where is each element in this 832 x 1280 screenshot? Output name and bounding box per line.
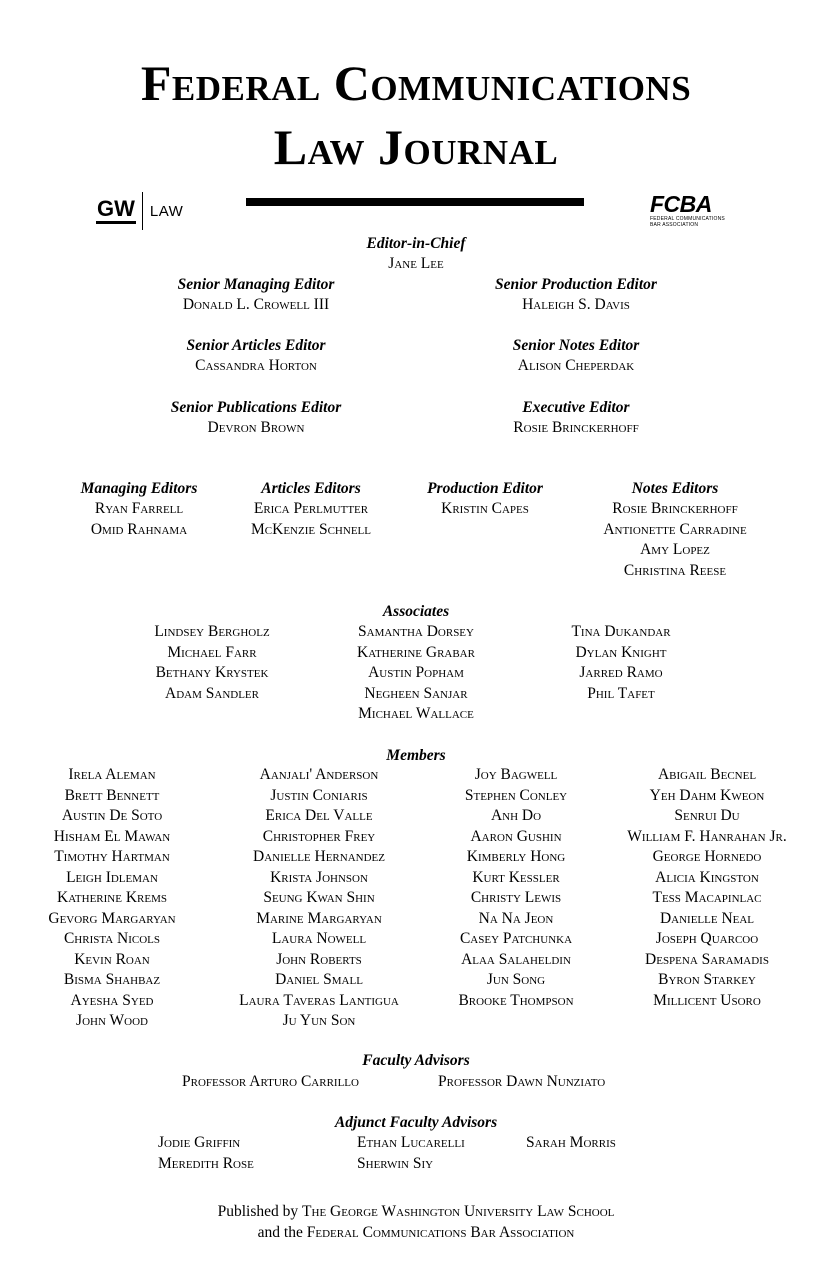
managing-editors-block [81, 479, 198, 540]
executive-editor-name: Rosie Brinckerhoff [513, 419, 639, 436]
member-name: Byron Starkey [658, 971, 756, 988]
senior-managing-editor-block [178, 275, 335, 316]
member-name: John Roberts [276, 950, 362, 968]
member-name: Kimberly Hong [466, 848, 566, 865]
associates-column-2 [357, 622, 475, 725]
members-heading: Members [386, 747, 446, 764]
associate-name: Phil Tafet [587, 684, 655, 702]
member-name: Daniel Small [275, 971, 363, 988]
production-editor-name: Kristin Capes [441, 500, 529, 517]
member-name: Kevin Roan [74, 950, 150, 968]
associates-column-1 [154, 622, 269, 704]
notes-editors-heading: Notes Editors [631, 480, 719, 497]
journal-title-line2: Law Journal [273, 119, 559, 175]
associate-name: Lindsey Bergholz [154, 623, 270, 640]
senior-articles-editor-heading: Senior Articles Editor [186, 337, 326, 354]
associate-name: Negheen Sanjar [364, 684, 468, 702]
articles-editor-name: McKenzie Schnell [251, 520, 371, 538]
editor-in-chief-name: Jane Lee [388, 255, 444, 272]
senior-publications-editor-name: Devron Brown [207, 419, 305, 436]
member-name: Anh Do [490, 807, 542, 824]
faculty-advisors-heading: Faculty Advisors [362, 1052, 470, 1069]
member-name: George Hornedo [652, 848, 762, 865]
faculty-advisor-name: Professor Arturo Carrillo [182, 1073, 359, 1090]
senior-managing-editor-name: Donald L. Crowell III [182, 296, 330, 313]
member-name: Despena Saramadis [645, 950, 769, 968]
member-name: Bisma Shahbaz [63, 971, 161, 988]
senior-notes-editor-heading: Senior Notes Editor [512, 337, 640, 354]
notes-editor-name: Christina Reese [623, 561, 727, 579]
senior-articles-editor-name: Cassandra Horton [195, 357, 317, 374]
member-name: Danielle Neal [659, 909, 755, 927]
fcba-mark: FCBA [650, 191, 712, 217]
member-name: Brooke Thompson [458, 991, 574, 1009]
member-name: Abigail Becnel [657, 766, 757, 783]
senior-production-editor-block [495, 275, 657, 316]
member-name: Seung Kwan Shin [263, 889, 375, 906]
member-name: Hisham El Mawan [53, 827, 171, 845]
member-name: Aanjali' Anderson [259, 766, 379, 783]
associate-name: Adam Sandler [165, 684, 259, 702]
member-name: Yeh Dahm Kweon [649, 786, 765, 804]
associate-name: Katherine Grabar [357, 643, 475, 661]
member-name: Laura Nowell [271, 930, 367, 947]
members-column-4 [627, 765, 786, 1011]
member-name: Leigh Idleman [66, 868, 158, 886]
production-editor-block [427, 479, 543, 520]
member-name: Gevorg Margaryan [48, 909, 176, 927]
associate-name: Dylan Knight [575, 643, 667, 661]
publisher-school: The George Washington University Law School [302, 1203, 615, 1220]
publisher-statement [0, 1201, 832, 1243]
managing-editors-heading: Managing Editors [80, 480, 198, 497]
member-name: Casey Patchunka [459, 930, 573, 947]
member-name: Laura Taveras Lantigua [239, 991, 399, 1009]
logo-divider [142, 192, 143, 230]
senior-notes-editor-name: Alison Cheperdak [517, 357, 635, 374]
member-name: Millicent Usoro [653, 991, 761, 1009]
member-name: Ju Yun Son [282, 1012, 356, 1029]
adjunct-advisor-name: Meredith Rose [158, 1154, 254, 1172]
adjunct-advisor-name: Ethan Lucarelli [357, 1134, 465, 1151]
members-heading-block [386, 746, 445, 766]
member-name: Ayesha Syed [70, 991, 154, 1009]
gw-mark: GW [96, 198, 136, 224]
member-name: Irela Aleman [68, 766, 156, 783]
notes-editor-name: Antionette Carradine [603, 520, 747, 538]
executive-editor-heading: Executive Editor [522, 399, 630, 416]
senior-publications-editor-block [171, 398, 342, 439]
member-name: Jun Song [486, 971, 546, 988]
senior-publications-editor-heading: Senior Publications Editor [170, 399, 342, 416]
gw-law-logo [96, 190, 183, 232]
members-column-1 [48, 765, 175, 1032]
adjunct-advisor-name: Sherwin Siy [357, 1154, 434, 1172]
member-name: Timothy Hartman [54, 848, 170, 865]
member-name: Krista Johnson [270, 868, 368, 886]
publisher-prefix: Published by [217, 1203, 299, 1220]
associate-name: Samantha Dorsey [358, 623, 474, 640]
production-editor-heading: Production Editor [427, 480, 543, 497]
faculty-advisors-heading-block [362, 1051, 470, 1071]
adjunct-advisor-name: Sarah Morris [526, 1134, 616, 1151]
member-name: Stephen Conley [464, 786, 568, 804]
member-name: John Wood [76, 1012, 148, 1029]
senior-notes-editor-block [513, 336, 640, 377]
member-name: Justin Coniaris [270, 786, 368, 804]
member-name: Alaa Salaheldin [461, 950, 571, 968]
senior-production-editor-name: Haleigh S. Davis [522, 296, 630, 313]
fcba-subtitle-line2: BAR ASSOCIATION [650, 222, 699, 228]
member-name: Joseph Quarcoo [655, 930, 759, 947]
publisher-line-1 [0, 1201, 832, 1222]
notes-editor-name: Amy Lopez [640, 541, 710, 558]
notes-editors-block [603, 479, 746, 581]
adjunct-column-2 [357, 1133, 465, 1174]
publisher-conjunction: and the [257, 1224, 303, 1241]
member-name: Christy Lewis [470, 889, 562, 906]
member-name: Katherine Krems [57, 889, 167, 906]
gw-law-text: LAW [149, 202, 184, 220]
editor-in-chief-heading: Editor-in-Chief [366, 235, 466, 252]
adjunct-faculty-advisors-heading: Adjunct Faculty Advisors [334, 1114, 498, 1131]
articles-editors-block [251, 479, 371, 540]
journal-title-line1: Federal Communications [140, 55, 692, 111]
adjunct-column-1 [158, 1133, 254, 1174]
member-name: Christopher Frey [262, 827, 376, 845]
senior-production-editor-heading: Senior Production Editor [495, 276, 657, 293]
associate-name: Jarred Ramo [579, 664, 663, 681]
articles-editors-heading: Articles Editors [261, 480, 361, 497]
member-name: Erica Del Valle [265, 807, 373, 824]
member-name: Brett Bennett [64, 786, 160, 804]
publisher-association: Federal Communications Bar Association [306, 1224, 575, 1241]
senior-managing-editor-heading: Senior Managing Editor [177, 276, 335, 293]
adjunct-column-3 [526, 1133, 616, 1154]
member-name: Marine Margaryan [256, 909, 382, 927]
member-name: William F. Hanrahan Jr. [627, 827, 787, 845]
faculty-advisor-name: Professor Dawn Nunziato [438, 1073, 606, 1090]
associates-heading-block [383, 602, 449, 622]
notes-editor-name: Rosie Brinckerhoff [612, 500, 738, 517]
member-name: Kurt Kessler [472, 868, 560, 886]
associate-name: Bethany Krystek [155, 664, 269, 681]
members-column-2 [239, 765, 399, 1032]
member-name: Austin De Soto [61, 807, 163, 824]
member-name: Alicia Kingston [655, 868, 759, 886]
member-name: Senrui Du [674, 807, 740, 824]
member-name: Danielle Hernandez [253, 848, 385, 865]
member-name: Na Na Jeon [478, 909, 554, 927]
associate-name: Michael Wallace [358, 705, 474, 722]
executive-editor-block [513, 398, 638, 439]
fcba-logo [650, 193, 730, 228]
managing-editor-name: Omid Rahnama [90, 520, 188, 538]
fcba-subtitle-line1: FEDERAL COMMUNICATIONS [650, 216, 725, 222]
member-name: Joy Bagwell [474, 766, 558, 783]
adjunct-faculty-heading-block [335, 1113, 497, 1133]
senior-articles-editor-block [187, 336, 326, 377]
member-name: Tess Macapinlac [652, 889, 762, 906]
associate-name: Michael Farr [167, 643, 257, 661]
managing-editor-name: Ryan Farrell [94, 500, 184, 517]
members-column-3 [458, 765, 573, 1011]
associate-name: Tina Dukandar [571, 623, 671, 640]
associates-heading: Associates [382, 603, 450, 620]
adjunct-advisor-name: Jodie Griffin [158, 1134, 241, 1151]
member-name: Christa Nicols [63, 930, 161, 947]
title-rule [246, 198, 584, 206]
associates-column-3 [571, 622, 670, 704]
associate-name: Austin Popham [368, 664, 464, 681]
articles-editor-name: Erica Perlmutter [253, 500, 369, 517]
member-name: Aaron Gushin [470, 827, 562, 845]
publisher-line-2 [0, 1222, 832, 1243]
editor-in-chief-block [366, 234, 465, 275]
